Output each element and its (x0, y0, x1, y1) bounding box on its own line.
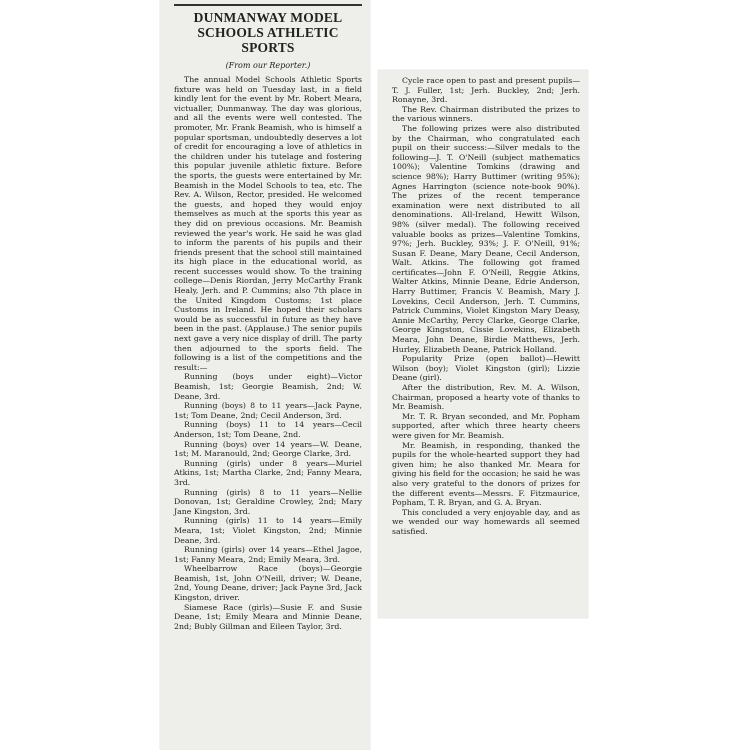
closing-paragraph: This concluded a very enjoyable day, and as we wended our way homewards all seemed satisfied. (392, 507, 580, 536)
result-paragraph: Running (boys) 11 to 14 years—Cecil Anderson, 1st; Tom Deane, 2nd. (174, 420, 362, 439)
headline-rule (174, 4, 362, 6)
text-paragraph: After the distribution, Rev. M. A. Wilson, Chairman, proposed a hearty vote of thanks to Mr. Beamish. (392, 383, 580, 412)
headline (174, 10, 362, 55)
result-paragraph: Running (girls) 8 to 11 years—Nellie Donovan, 1st; Geraldine Crowley, 2nd; Mary Jane Kingston, 3rd. (174, 487, 362, 516)
clipping-column-right (378, 70, 588, 618)
result-paragraph: Running (girls) over 14 years—Ethel Jagoe, 1st; Fanny Meara, 2nd; Emily Meara, 3rd. (174, 545, 362, 564)
intro-paragraph: The annual Model Schools Athletic Sports fixture was held on Tuesday last, in a field kindly lent for the event by Mr. Robert Meara, victualler, Dunmanway. The day was glorious, and all the events were well contested. The promoter, Mr. Frank Beamish, who is himself a popular sportsman, undoubtedly deserves a lot of credit for encouraging a love of athletics in the children under his tutelage and fostering this popular juvenile athletic fixture. Before the sports, the guests were entertained by Mr. Beamish in the Model Schools to tea, etc. The Rev. A. Wilson, Rector, presided. He welcomed the guests, and hoped they would enjoy themselves as much at the sports this year as they did on previous occasions. Mr. Beamish reviewed the year's work. He said he was glad to inform the parents of his pupils and their friends present that the school still maintained its high place in the educational world, as recent successes would show. To the training college—Denis Riordan, Jerry McCarthy Frank Healy, Jerh. and P. Cummins; also 7th place in the United Kingdom Customs; 1st place Customs in Ireland. He hoped their scholars would be as successful in future as they have been in the past. (Applause.) The senior pupils next gave a very nice display of drill. The party then adjourned to the sports field. The following is a list of the competitions and the result:— (174, 75, 362, 372)
result-paragraph: Siamese Race (girls)—Susie F. and Susie Deane, 1st; Emily Meara and Minnie Deane, 2nd; Bubly Gillman and Eileen Taylor, 3rd. (174, 602, 362, 631)
popularity-prize-paragraph: Popularity Prize (open ballot)—Hewitt Wilson (boy); Violet Kingston (girl); Lizzie Deane (girl). (392, 354, 580, 383)
text-paragraph: The Rev. Chairman distributed the prizes to the various winners. (392, 104, 580, 124)
result-paragraph: Running (girls) 11 to 14 years—Emily Meara, 1st; Violet Kingston, 2nd; Minnie Deane, 3rd. (174, 516, 362, 545)
clipping-column-left (160, 0, 370, 750)
byline: (From our Reporter.) (225, 61, 311, 70)
text-paragraph: Mr. Beamish, in responding, thanked the pupils for the whole-hearted support they had given him; he also thanked Mr. Meara for giving his field for the occasion; he said he was also very grateful to the donors of prizes for the different events—Messrs. F. Fitzmaurice, Popham, T. R. Bryan, and G. A. Bryan. (392, 440, 580, 508)
prizes-paragraph: The following prizes were also distributed by the Chairman, who congratulated each pupil on their success:—Silver medals to the following—J. T. O'Neill (subject mathematics 100%); Valentine Tomkins (drawing and science 98%); Harry Buttimer (writing 95%); Agnes Harrington (science note-book 90%). The prizes of the recent temperance examination were next distributed to all denominations. All-Ireland, Hewitt Wilson, 98% (silver medal). The following received valuable books as prizes—Valentine Tomkins, 97%; Jerh. Buckley, 93%; J. F. O'Neill, 91%; Susan F. Deane, Mary Deane, Cecil Anderson, Walt. Atkins. The following got framed certificates—John F. O'Neill, Reggie Atkins, Walter Atkins, Minnie Deane, Edrie Anderson, Harry Buttimer, Francis V. Beamish, Mary J. Lovekins, Cecil Anderson, Jerh. T. Cummins, Patrick Cummins, Violet Kingston Mary Deasy, Annie McCarthy, Percy Clarke, George Clarke, George Kingston, Cissie Lovekins, Elizabeth Meara, John Deane, Birdie Matthews, Jerh. Hurley, Elizabeth Deane, Patrick Holland. (392, 123, 580, 354)
result-paragraph: Running (boys) 8 to 11 years—Jack Payne, 1st; Tom Deane, 2nd; Cecil Anderson, 3rd. (174, 401, 362, 420)
result-paragraph: Running (boys under eight)—Victor Beamish, 1st; Georgie Beamish, 2nd; W. Deane, 3rd. (174, 372, 362, 401)
headline-line-2: SCHOOLS ATHLETIC SPORTS (197, 25, 339, 55)
text-paragraph: Mr. T. R. Bryan seconded, and Mr. Popham supported, after which three hearty cheers were given for Mr. Beamish. (392, 411, 580, 440)
left-column-text (174, 4, 362, 631)
result-paragraph: Running (boys) over 14 years—W. Deane, 1st; M. Maranould, 2nd; George Clarke, 3rd. (174, 439, 362, 459)
result-paragraph: Running (girls) under 8 years—Muriel Atkins, 1st; Martha Clarke, 2nd; Fanny Meara, 3rd. (174, 458, 362, 487)
headline-line-1: DUNMANWAY MODEL (193, 10, 343, 25)
result-paragraph: Wheelbarrow Race (boys)—Georgie Beamish, 1st, John O'Neill, driver; W. Deane, 2nd, Young Deane, driver; Jack Payne 3rd, Jack Kingston, driver. (174, 564, 362, 603)
cycle-race-paragraph: Cycle race open to past and present pupils—T. J. Fuller, 1st; Jerh. Buckley, 2nd; Jerh. Ronayne, 3rd. (392, 76, 580, 105)
right-column-text (392, 76, 580, 537)
